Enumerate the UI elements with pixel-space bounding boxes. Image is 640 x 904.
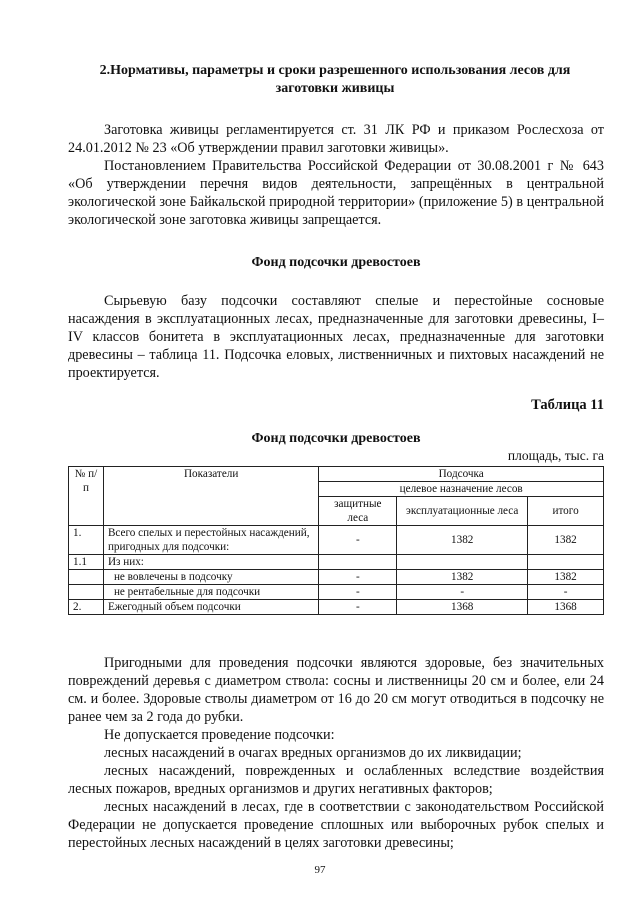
cell-num [69, 570, 104, 585]
section-title-line2: заготовки живицы [275, 81, 395, 96]
intro-paragraph-1-text: Заготовка живицы регламентируется ст. 31 ЛК РФ и приказом Рослесхоза от 24.01.2012 № 23 «Об утверждении правил заготовки живицы». [68, 122, 604, 156]
cell-exploitation: 1382 [397, 526, 528, 555]
header-num: № п/п [69, 467, 104, 526]
cell-num: 1. [69, 526, 104, 555]
cell-name: Всего спелых и перестойных насаждений, пригодных для подсочки: [103, 526, 318, 555]
cell-protective: - [319, 600, 397, 615]
after-paragraph-1-text: Пригодными для проведения подсочки являются здоровые, без значительных повреждений деревья с диаметром ствола: сосны и лиственницы 20 см и более, ели 24 см. и более. Здоровые стволы диаметром от 16 до 20 см могут отводиться в подсочку не ранее чем за 2 года до рубки. [68, 655, 604, 725]
cell-exploitation [397, 555, 528, 570]
after-paragraph-4-text: лесных насаждений, поврежденных и ослабленных вследствие воздействия лесных пожаров, вредных организмов и других негативных факторов; [68, 763, 604, 797]
after-paragraph-3 [68, 744, 604, 762]
cell-protective: - [319, 570, 397, 585]
table-title: Фонд подсочки древостоев [251, 431, 421, 446]
intro-paragraph-1 [68, 121, 604, 157]
page-number: 97 [314, 864, 326, 876]
cell-total: 1368 [528, 600, 604, 615]
header-total: итого [528, 497, 604, 526]
fund-paragraph [68, 292, 604, 382]
cell-total: - [528, 585, 604, 600]
after-paragraph-4 [68, 762, 604, 798]
table-row [69, 600, 604, 615]
table-header-row-1 [69, 467, 604, 482]
cell-protective [319, 555, 397, 570]
fund-heading: Фонд подсочки древостоев [251, 255, 421, 270]
header-exploitation: эксплуатационные леса [397, 497, 528, 526]
after-paragraph-3-text: лесных насаждений в очагах вредных организмов до их ликвидации; [104, 745, 522, 761]
cell-protective: - [319, 526, 397, 555]
after-paragraph-2-text: Не допускается проведение подсочки: [104, 727, 335, 743]
cell-num: 2. [69, 600, 104, 615]
cell-total: 1382 [528, 570, 604, 585]
after-paragraph-5 [68, 798, 604, 852]
after-paragraph-5-text: лесных насаждений в лесах, где в соответствии с законодательством Российской Федерации не допускается проведение сплошных или выборочных рубок спелых и перестойных лесных насаждений в целях заготовки древесины; [68, 799, 604, 851]
table-row [69, 585, 604, 600]
table-label: Таблица 11 [531, 397, 604, 413]
intro-paragraph-2 [68, 157, 604, 229]
table-row [69, 526, 604, 555]
table-row [69, 555, 604, 570]
section-title-line1: 2.Нормативы, параметры и сроки разрешенного использования лесов для [99, 63, 571, 78]
cell-protective: - [319, 585, 397, 600]
cell-name: не рентабельные для подсочки [103, 585, 318, 600]
cell-num [69, 585, 104, 600]
after-paragraph-2 [68, 726, 604, 744]
cell-name: Из них: [103, 555, 318, 570]
fund-paragraph-text: Сырьевую базу подсочки составляют спелые и перестойные сосновые насаждения в эксплуатационных лесах, предназначенные для заготовки древесины, I–IV классов бонитета в эксплуатационных лесах, предназначенные для заготовки древесины – таблица 11. Подсочка еловых, лиственничных и пихтовых насаждений не проектируется. [68, 293, 604, 381]
cell-exploitation: 1382 [397, 570, 528, 585]
table-unit: площадь, тыс. га [507, 448, 604, 463]
cell-name: Ежегодный объем подсочки [103, 600, 318, 615]
cell-total [528, 555, 604, 570]
cell-num: 1.1 [69, 555, 104, 570]
intro-paragraph-2-text: Постановлением Правительства Российской Федерации от 30.08.2001 г № 643 «Об утверждении перечня видов деятельности, запрещённых в центральной экологической зоне Байкальской природной территории» (приложение 5) в центральной экологической зоне заготовка живицы запрещается. [68, 158, 604, 228]
table-row [69, 570, 604, 585]
fund-table [68, 466, 604, 615]
header-purpose: целевое назначение лесов [319, 482, 604, 497]
cell-total: 1382 [528, 526, 604, 555]
section-title [60, 62, 610, 98]
header-indicators: Показатели [103, 467, 318, 526]
cell-name: не вовлечены в подсочку [103, 570, 318, 585]
cell-exploitation: - [397, 585, 528, 600]
cell-exploitation: 1368 [397, 600, 528, 615]
after-paragraph-1 [68, 654, 604, 726]
header-tapping: Подсочка [319, 467, 604, 482]
header-protective: защитные леса [319, 497, 397, 526]
